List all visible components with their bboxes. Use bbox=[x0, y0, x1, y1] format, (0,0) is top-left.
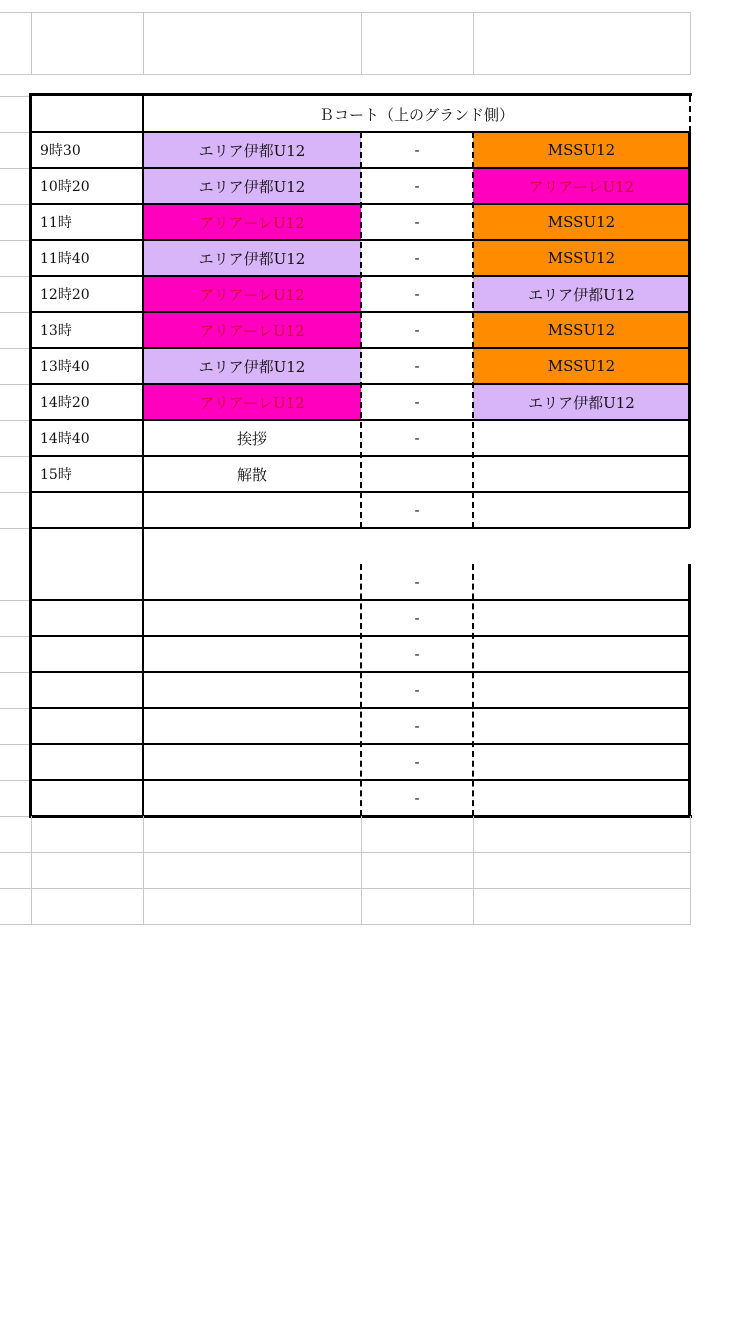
grid-line-h bbox=[0, 74, 691, 75]
grid-line-v bbox=[143, 12, 144, 74]
away-team-cell: MSSU12 bbox=[547, 213, 616, 231]
home-team-cell: 解散 bbox=[236, 465, 267, 484]
time-cell: 11時 bbox=[40, 215, 72, 231]
separator-cell: - bbox=[414, 357, 420, 375]
row-stub bbox=[0, 384, 31, 385]
away-team-cell: エリア伊都U12 bbox=[528, 393, 635, 412]
row-stub bbox=[0, 168, 31, 169]
separator-cell: - bbox=[414, 609, 420, 627]
separator-cell: - bbox=[414, 789, 420, 807]
home-team-cell: アリアーレU12 bbox=[199, 213, 305, 232]
grid-line-v bbox=[361, 12, 362, 74]
separator-cell: - bbox=[414, 681, 420, 699]
row-stub bbox=[0, 132, 31, 133]
home-team-cell: エリア伊都U12 bbox=[198, 177, 306, 196]
grid-line-h bbox=[0, 888, 691, 889]
row-stub bbox=[0, 780, 31, 781]
grid-line-h bbox=[0, 924, 691, 925]
row-stub bbox=[0, 456, 31, 457]
time-cell bbox=[31, 492, 143, 528]
row-stub bbox=[0, 492, 31, 493]
row-stub bbox=[0, 708, 31, 709]
separator-cell: - bbox=[414, 285, 420, 303]
separator-cell: - bbox=[414, 429, 420, 447]
home-team-cell: アリアーレU12 bbox=[199, 321, 305, 340]
away-team-cell bbox=[473, 456, 690, 492]
grid-line-v bbox=[690, 12, 691, 74]
separator-cell: - bbox=[414, 213, 420, 231]
row-stub bbox=[0, 816, 31, 817]
away-team-cell: MSSU12 bbox=[547, 321, 616, 339]
away-team-cell bbox=[473, 492, 690, 528]
away-team-cell: MSSU12 bbox=[547, 249, 616, 267]
separator-cell: - bbox=[414, 177, 420, 195]
home-team-cell: エリア伊都U12 bbox=[198, 249, 306, 268]
away-team-cell: アリアーレU12 bbox=[528, 177, 635, 196]
row-stub bbox=[0, 528, 31, 529]
time-cell: 9時30 bbox=[40, 143, 81, 159]
grid-line-v bbox=[361, 816, 362, 924]
home-team-cell: アリアーレU12 bbox=[199, 393, 305, 412]
time-cell: 15時 bbox=[40, 467, 72, 483]
separator-cell: - bbox=[414, 717, 420, 735]
time-cell: 14時40 bbox=[40, 431, 90, 447]
row-stub bbox=[0, 744, 31, 745]
separator-cell: - bbox=[414, 573, 420, 591]
row-stub bbox=[0, 636, 31, 637]
grid-line-h bbox=[0, 852, 691, 853]
away-team-cell bbox=[473, 420, 690, 456]
separator-cell: - bbox=[414, 141, 420, 159]
time-cell: 13時 bbox=[40, 323, 72, 339]
grid-line-v bbox=[31, 12, 32, 74]
court-title: Ｂコート（上のグランド側） bbox=[318, 105, 514, 124]
time-cell: 10時20 bbox=[40, 179, 90, 195]
away-team-cell: MSSU12 bbox=[547, 357, 616, 375]
row-stub bbox=[0, 312, 31, 313]
row-stub bbox=[0, 420, 31, 421]
grid-line-v bbox=[690, 816, 691, 924]
separator-cell: - bbox=[414, 249, 420, 267]
home-team-cell bbox=[143, 492, 361, 528]
row-stub bbox=[0, 96, 31, 97]
row-stub bbox=[0, 240, 31, 241]
time-cell: 14時20 bbox=[40, 395, 90, 411]
separator-cell: - bbox=[414, 753, 420, 771]
separator-cell: - bbox=[414, 393, 420, 411]
separator-cell: - bbox=[414, 501, 420, 519]
grid-line-h bbox=[0, 12, 691, 13]
time-cell: 11時40 bbox=[40, 251, 90, 267]
grid-line-v bbox=[143, 816, 144, 924]
home-team-cell: エリア伊都U12 bbox=[198, 357, 306, 376]
row-stub bbox=[0, 204, 31, 205]
row-stub bbox=[0, 672, 31, 673]
separator-cell bbox=[361, 456, 473, 492]
away-team-cell: MSSU12 bbox=[547, 141, 616, 159]
away-team-cell: エリア伊都U12 bbox=[528, 285, 635, 304]
row-stub bbox=[0, 348, 31, 349]
time-cell: 12時20 bbox=[40, 287, 90, 303]
home-team-cell: エリア伊都U12 bbox=[198, 141, 306, 160]
home-team-cell: アリアーレU12 bbox=[199, 285, 305, 304]
grid-line-v bbox=[473, 12, 474, 74]
row-stub bbox=[0, 600, 31, 601]
separator-cell: - bbox=[414, 321, 420, 339]
separator-cell: - bbox=[414, 645, 420, 663]
row-stub bbox=[0, 276, 31, 277]
grid-line-v bbox=[31, 816, 32, 924]
time-cell: 13時40 bbox=[40, 359, 90, 375]
grid-line-v bbox=[473, 816, 474, 924]
home-team-cell: 挨拶 bbox=[236, 429, 267, 448]
